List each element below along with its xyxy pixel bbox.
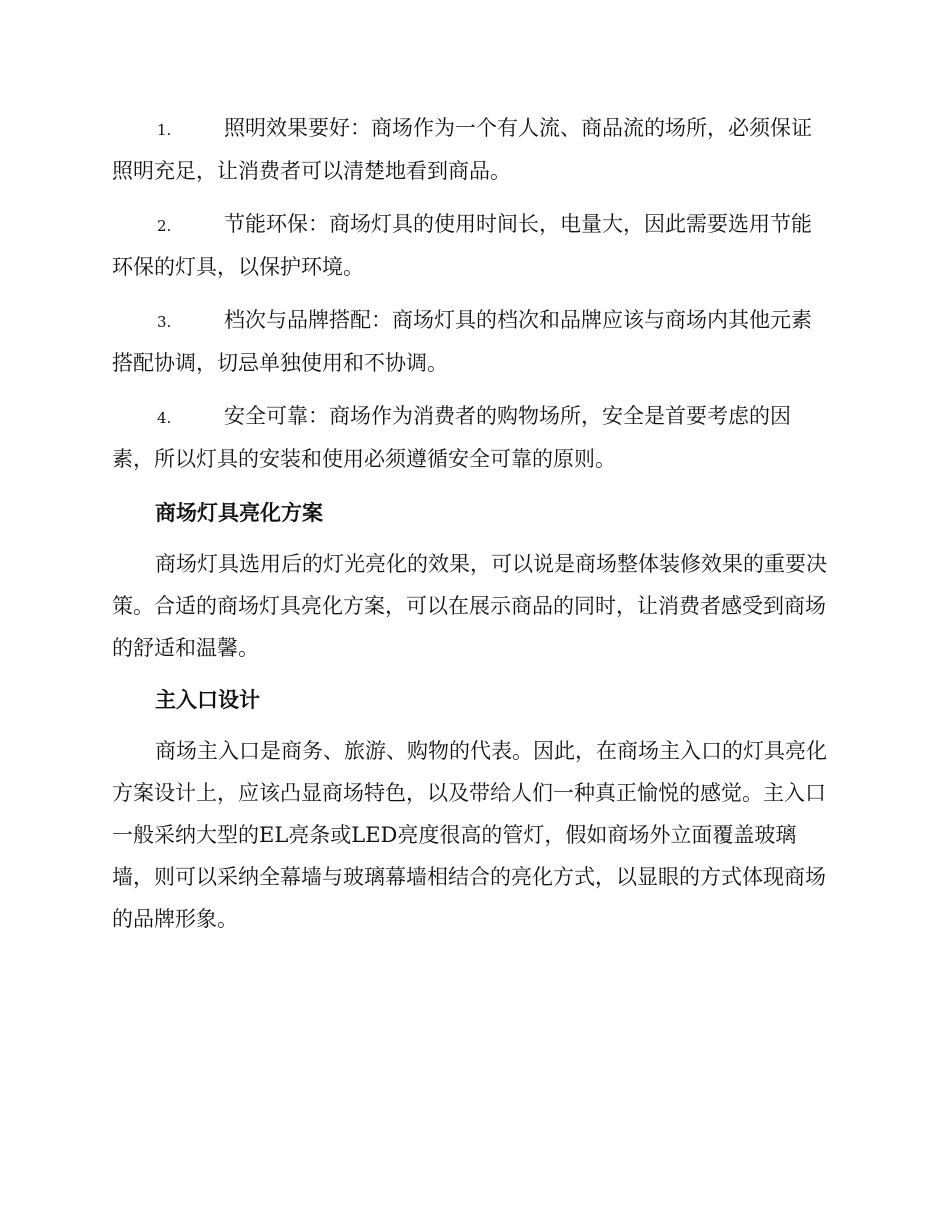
list-number: 4. (157, 409, 172, 427)
list-text: 节能环保：商场灯具的使用时间长，电量大，因此需要选用节能环保的灯具，以保护环境。 (112, 212, 812, 279)
list-number: 1. (157, 121, 172, 139)
list-item (112, 108, 832, 192)
section-paragraph: 商场主入口是商务、旅游、购物的代表。因此，在商场主入口的灯具亮化方案设计上，应该凸显商场特色，以及带给人们一种真正愉悦的感觉。主入口一般采纳大型的EL亮条或LED亮度很高的管灯，假如商场外立面覆盖玻璃墙，则可以采纳全幕墙与玻璃幕墙相结合的亮化方式，以显眼的方式体现商场的品牌形象。 (112, 739, 827, 931)
section-heading: 主入口设计 (155, 687, 260, 712)
list-text: 照明效果要好：商场作为一个有人流、商品流的场所，必须保证照明充足，让消费者可以清楚地看到商品。 (112, 116, 812, 183)
section-paragraph: 商场灯具选用后的灯光亮化的效果，可以说是商场整体装修效果的重要决策。合适的商场灯具亮化方案，可以在展示商品的同时，让消费者感受到商场的舒适和温馨。 (112, 552, 827, 660)
list-item (112, 204, 832, 288)
list-text: 档次与品牌搭配：商场灯具的档次和品牌应该与商场内其他元素搭配协调，切忌单独使用和不协调。 (112, 308, 812, 375)
list-number: 2. (157, 217, 172, 235)
list-text: 安全可靠：商场作为消费者的购物场所，安全是首要考虑的因素，所以灯具的安装和使用必须遵循安全可靠的原则。 (112, 404, 791, 471)
list-number: 3. (157, 313, 172, 331)
section-heading: 商场灯具亮化方案 (155, 500, 323, 525)
list-item (112, 396, 832, 480)
document-page (112, 108, 832, 950)
list-item (112, 300, 832, 384)
